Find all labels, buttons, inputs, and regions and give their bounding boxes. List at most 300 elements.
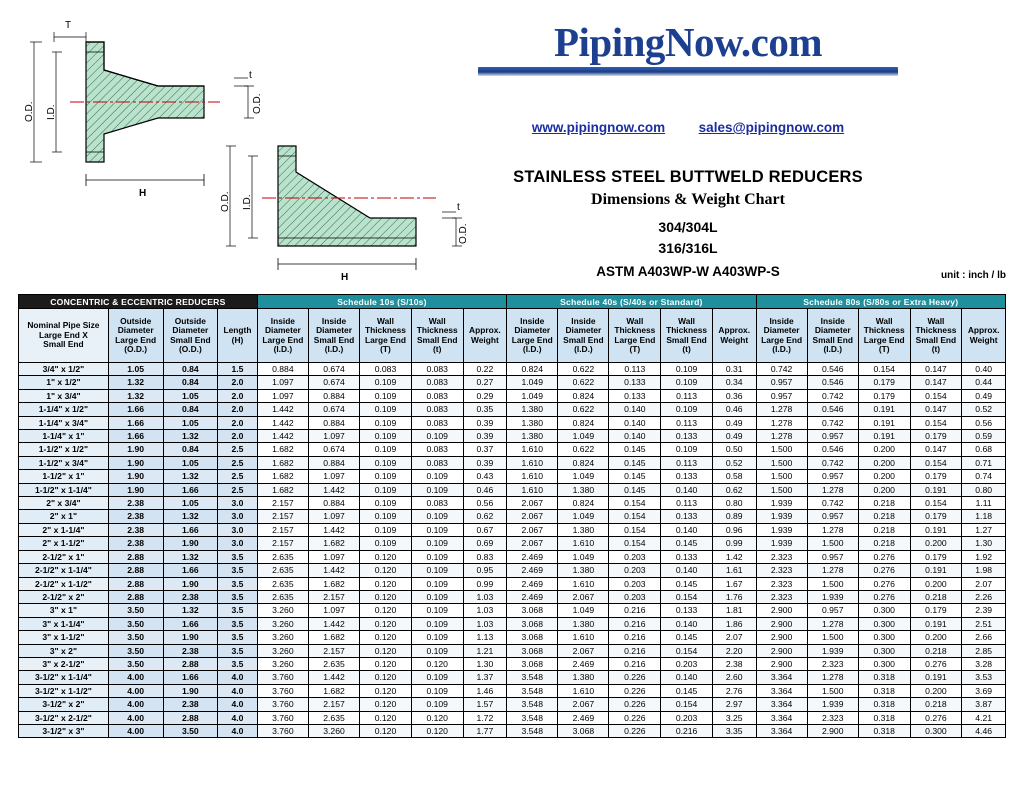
- cell-value: 0.147: [910, 376, 962, 389]
- dim-H-ecc: H: [341, 272, 349, 283]
- table-row: [19, 510, 1006, 523]
- cell-value: 0.109: [411, 631, 463, 644]
- cell-value: 1.03: [463, 590, 507, 603]
- cell-dimension: 3.5: [218, 604, 258, 617]
- cell-value: 2.38: [712, 657, 756, 670]
- doc-title: STAINLESS STEEL BUTTWELD REDUCERS: [513, 168, 863, 186]
- column-header-row: [19, 309, 1006, 363]
- cell-value: 2.26: [962, 590, 1006, 603]
- cell-dimension: 2.5: [218, 470, 258, 483]
- cell-value: 0.884: [308, 389, 359, 402]
- document-header: [0, 0, 1024, 290]
- cell-value: 0.276: [910, 657, 962, 670]
- cell-dimension: 2.38: [108, 537, 163, 550]
- cell-dimension: 3.50: [108, 617, 163, 630]
- cell-value: 3.364: [756, 698, 807, 711]
- col-80s-weight: Approx. Weight: [962, 309, 1006, 363]
- cell-value: 0.200: [858, 443, 910, 456]
- cell-dimension: 1.90: [163, 631, 218, 644]
- table-row: [19, 590, 1006, 603]
- cell-value: 0.109: [411, 644, 463, 657]
- cell-value: 0.300: [910, 724, 962, 737]
- cell-value: 0.109: [360, 443, 412, 456]
- cell-value: 0.120: [411, 711, 463, 724]
- cell-dimension: 1.05: [163, 389, 218, 402]
- cell-value: 0.203: [609, 590, 661, 603]
- cell-dimension: 2.38: [108, 497, 163, 510]
- cell-value: 0.22: [463, 363, 507, 376]
- cell-value: 0.216: [609, 631, 661, 644]
- cell-value: 0.83: [463, 550, 507, 563]
- cell-dimension: 3.50: [108, 644, 163, 657]
- cell-value: 1.86: [712, 617, 756, 630]
- cell-value: 0.109: [360, 389, 412, 402]
- cell-value: 2.66: [962, 631, 1006, 644]
- cell-nominal-size: 1-1/4" x 3/4": [19, 416, 109, 429]
- cell-value: 0.29: [463, 389, 507, 402]
- cell-value: 1.939: [756, 537, 807, 550]
- cell-value: 0.37: [463, 443, 507, 456]
- cell-value: 1.049: [558, 604, 609, 617]
- cell-dimension: 3.5: [218, 577, 258, 590]
- table-row: [19, 483, 1006, 496]
- cell-value: 0.109: [360, 523, 412, 536]
- cell-value: 3.760: [257, 711, 308, 724]
- cell-dimension: 1.90: [163, 537, 218, 550]
- col-80s-id-small: Inside Diameter Small End (I.D.): [807, 309, 858, 363]
- cell-value: 0.824: [507, 363, 558, 376]
- cell-dimension: 0.84: [163, 403, 218, 416]
- cell-value: 0.191: [910, 564, 962, 577]
- cell-value: 1.46: [463, 684, 507, 697]
- cell-value: 3.068: [507, 631, 558, 644]
- dim-H: H: [139, 188, 147, 199]
- cell-value: 4.46: [962, 724, 1006, 737]
- cell-value: 1.610: [507, 456, 558, 469]
- cell-dimension: 4.00: [108, 671, 163, 684]
- cell-value: 0.109: [411, 590, 463, 603]
- cell-dimension: 2.88: [108, 550, 163, 563]
- cell-value: 0.109: [411, 483, 463, 496]
- cell-value: 1.049: [507, 376, 558, 389]
- cell-value: 0.145: [609, 456, 661, 469]
- cell-value: 0.216: [609, 617, 661, 630]
- document-title-block: [448, 168, 928, 279]
- cell-dimension: 3.5: [218, 564, 258, 577]
- cell-value: 0.120: [360, 550, 412, 563]
- cell-value: 0.884: [308, 416, 359, 429]
- cell-value: 0.957: [756, 376, 807, 389]
- eccentric-reducer-drawing: [200, 128, 490, 288]
- cell-dimension: 1.90: [163, 577, 218, 590]
- cell-dimension: 3.50: [108, 604, 163, 617]
- cell-dimension: 2.38: [163, 698, 218, 711]
- cell-dimension: 0.84: [163, 376, 218, 389]
- cell-value: 2.900: [756, 617, 807, 630]
- table-row: [19, 724, 1006, 737]
- col-40s-weight: Approx. Weight: [712, 309, 756, 363]
- cell-value: 0.133: [661, 550, 713, 563]
- cell-value: 0.50: [712, 443, 756, 456]
- cell-value: 1.097: [308, 604, 359, 617]
- cell-value: 2.39: [962, 604, 1006, 617]
- cell-value: 1.610: [558, 577, 609, 590]
- brand-logo: [478, 19, 898, 76]
- cell-value: 0.39: [463, 456, 507, 469]
- cell-value: 0.200: [910, 684, 962, 697]
- cell-value: 3.260: [257, 657, 308, 670]
- cell-value: 1.278: [807, 523, 858, 536]
- cell-value: 1.610: [558, 537, 609, 550]
- cell-value: 0.109: [360, 537, 412, 550]
- cell-dimension: 1.32: [163, 510, 218, 523]
- cell-value: 0.674: [308, 443, 359, 456]
- table-row: [19, 644, 1006, 657]
- cell-dimension: 2.88: [108, 564, 163, 577]
- cell-value: 3.548: [507, 671, 558, 684]
- cell-value: 3.260: [257, 617, 308, 630]
- cell-value: 1.442: [257, 416, 308, 429]
- col-od-large: Outside Diameter Large End (O.D.): [108, 309, 163, 363]
- cell-value: 3.260: [308, 724, 359, 737]
- cell-nominal-size: 1-1/2" x 1": [19, 470, 109, 483]
- cell-value: 0.200: [910, 577, 962, 590]
- cell-value: 0.109: [360, 470, 412, 483]
- cell-value: 0.80: [962, 483, 1006, 496]
- cell-value: 1.682: [257, 483, 308, 496]
- cell-value: 3.760: [257, 684, 308, 697]
- group-header-sch10s: Schedule 10s (S/10s): [257, 295, 506, 309]
- cell-dimension: 1.66: [108, 416, 163, 429]
- cell-value: 2.323: [807, 657, 858, 670]
- cell-value: 0.133: [609, 389, 661, 402]
- cell-value: 0.145: [661, 684, 713, 697]
- unit-note: unit : inch / lb: [941, 270, 1006, 281]
- cell-value: 0.546: [807, 403, 858, 416]
- cell-value: 0.203: [661, 711, 713, 724]
- cell-value: 1.37: [463, 671, 507, 684]
- cell-value: 2.900: [756, 657, 807, 670]
- cell-value: 1.380: [507, 403, 558, 416]
- dim-OD-left: O.D.: [24, 101, 35, 122]
- cell-value: 0.218: [858, 510, 910, 523]
- cell-value: 0.083: [411, 363, 463, 376]
- cell-value: 0.113: [661, 456, 713, 469]
- cell-dimension: 1.32: [108, 376, 163, 389]
- cell-value: 1.939: [807, 590, 858, 603]
- cell-value: 0.300: [858, 617, 910, 630]
- cell-nominal-size: 3" x 1": [19, 604, 109, 617]
- cell-value: 1.097: [257, 376, 308, 389]
- cell-value: 0.35: [463, 403, 507, 416]
- cell-value: 2.60: [712, 671, 756, 684]
- cell-value: 0.191: [910, 483, 962, 496]
- cell-value: 0.154: [661, 590, 713, 603]
- cell-value: 1.097: [308, 470, 359, 483]
- cell-value: 0.96: [712, 523, 756, 536]
- cell-value: 0.109: [360, 456, 412, 469]
- cell-value: 1.380: [507, 430, 558, 443]
- table-row: [19, 577, 1006, 590]
- cell-value: 2.067: [507, 523, 558, 536]
- cell-value: 0.200: [910, 537, 962, 550]
- cell-value: 1.500: [756, 456, 807, 469]
- cell-value: 0.34: [712, 376, 756, 389]
- cell-value: 0.154: [910, 416, 962, 429]
- cell-nominal-size: 2-1/2" x 2": [19, 590, 109, 603]
- cell-value: 1.049: [507, 389, 558, 402]
- cell-value: 0.957: [807, 550, 858, 563]
- cell-value: 1.30: [962, 537, 1006, 550]
- cell-value: 1.278: [756, 430, 807, 443]
- cell-dimension: 2.5: [218, 456, 258, 469]
- cell-value: 0.120: [360, 604, 412, 617]
- cell-dimension: 4.00: [108, 698, 163, 711]
- cell-value: 1.682: [308, 631, 359, 644]
- cell-value: 1.049: [558, 550, 609, 563]
- cell-value: 0.154: [858, 363, 910, 376]
- cell-value: 2.323: [756, 577, 807, 590]
- cell-value: 0.67: [463, 523, 507, 536]
- cell-nominal-size: 2-1/2" x 1": [19, 550, 109, 563]
- cell-value: 1.278: [807, 617, 858, 630]
- cell-value: 0.191: [858, 416, 910, 429]
- cell-value: 2.157: [257, 497, 308, 510]
- cell-value: 1.682: [257, 470, 308, 483]
- cell-value: 1.939: [807, 698, 858, 711]
- cell-dimension: 2.5: [218, 443, 258, 456]
- cell-dimension: 1.66: [108, 403, 163, 416]
- cell-value: 3.548: [507, 698, 558, 711]
- cell-value: 2.635: [257, 577, 308, 590]
- doc-grade-316: 316/316L: [658, 240, 718, 256]
- cell-value: 0.71: [962, 456, 1006, 469]
- table-row: [19, 497, 1006, 510]
- col-nominal-size: Nominal Pipe Size Large End X Small End: [19, 309, 109, 363]
- cell-value: 1.939: [756, 497, 807, 510]
- brand-title: PipingNow.com: [554, 19, 822, 65]
- cell-value: 0.276: [858, 590, 910, 603]
- cell-value: 2.157: [308, 644, 359, 657]
- cell-value: 0.109: [360, 376, 412, 389]
- cell-value: 1.682: [257, 443, 308, 456]
- email-link[interactable]: sales@pipingnow.com: [698, 120, 845, 135]
- table-row: [19, 537, 1006, 550]
- cell-value: 0.276: [910, 711, 962, 724]
- col-10s-wall-small: Wall Thickness Small End (t): [411, 309, 463, 363]
- cell-value: 0.49: [962, 389, 1006, 402]
- col-40s-id-small: Inside Diameter Small End (I.D.): [558, 309, 609, 363]
- cell-value: 3.548: [507, 724, 558, 737]
- cell-value: 2.323: [756, 564, 807, 577]
- cell-value: 0.68: [962, 443, 1006, 456]
- table-row: [19, 389, 1006, 402]
- cell-dimension: 1.66: [163, 617, 218, 630]
- cell-value: 0.318: [858, 711, 910, 724]
- dim-OD-left-ecc: O.D.: [220, 191, 231, 212]
- cell-value: 1.500: [756, 470, 807, 483]
- cell-value: 0.120: [360, 684, 412, 697]
- cell-value: 1.57: [463, 698, 507, 711]
- cell-dimension: 1.90: [108, 483, 163, 496]
- cell-value: 2.469: [558, 657, 609, 670]
- cell-value: 1.81: [712, 604, 756, 617]
- cell-value: 0.824: [558, 456, 609, 469]
- cell-value: 0.109: [411, 523, 463, 536]
- cell-value: 0.191: [910, 617, 962, 630]
- cell-value: 0.39: [463, 416, 507, 429]
- cell-value: 0.200: [910, 631, 962, 644]
- cell-value: 0.083: [411, 403, 463, 416]
- table-row: [19, 403, 1006, 416]
- cell-value: 3.068: [507, 617, 558, 630]
- cell-value: 2.067: [558, 698, 609, 711]
- cell-dimension: 1.66: [163, 483, 218, 496]
- cell-value: 0.147: [910, 443, 962, 456]
- cell-value: 0.179: [858, 376, 910, 389]
- cell-value: 1.21: [463, 644, 507, 657]
- cell-value: 1.097: [308, 510, 359, 523]
- cell-value: 1.610: [507, 483, 558, 496]
- cell-value: 2.469: [558, 711, 609, 724]
- cell-nominal-size: 1-1/4" x 1": [19, 430, 109, 443]
- cell-value: 0.120: [360, 711, 412, 724]
- cell-value: 0.191: [858, 430, 910, 443]
- cell-value: 0.884: [257, 363, 308, 376]
- cell-value: 1.049: [558, 510, 609, 523]
- cell-dimension: 2.38: [163, 644, 218, 657]
- cell-value: 0.300: [858, 657, 910, 670]
- cell-value: 0.39: [463, 430, 507, 443]
- cell-dimension: 4.0: [218, 698, 258, 711]
- cell-value: 0.957: [807, 470, 858, 483]
- cell-value: 0.120: [411, 724, 463, 737]
- cell-value: 0.120: [360, 564, 412, 577]
- cell-value: 0.276: [858, 577, 910, 590]
- cell-value: 1.380: [558, 671, 609, 684]
- cell-value: 4.21: [962, 711, 1006, 724]
- cell-value: 1.13: [463, 631, 507, 644]
- cell-value: 0.674: [308, 376, 359, 389]
- cell-value: 0.62: [712, 483, 756, 496]
- cell-dimension: 1.32: [163, 430, 218, 443]
- cell-value: 2.067: [558, 590, 609, 603]
- cell-value: 0.884: [308, 497, 359, 510]
- cell-value: 0.546: [807, 376, 858, 389]
- cell-value: 1.097: [308, 550, 359, 563]
- table-row: [19, 470, 1006, 483]
- cell-nominal-size: 1-1/2" x 1-1/4": [19, 483, 109, 496]
- cell-value: 2.469: [507, 577, 558, 590]
- table-row: [19, 711, 1006, 724]
- cell-nominal-size: 1" x 1/2": [19, 376, 109, 389]
- cell-value: 1.67: [712, 577, 756, 590]
- cell-dimension: 1.32: [163, 550, 218, 563]
- cell-value: 0.56: [463, 497, 507, 510]
- cell-value: 0.109: [360, 403, 412, 416]
- cell-value: 0.109: [360, 483, 412, 496]
- cell-dimension: 1.32: [108, 389, 163, 402]
- cell-value: 0.824: [558, 416, 609, 429]
- cell-value: 0.62: [463, 510, 507, 523]
- table-row: [19, 684, 1006, 697]
- cell-dimension: 1.90: [108, 470, 163, 483]
- cell-value: 1.610: [558, 631, 609, 644]
- dim-ID-left-ecc: I.D.: [242, 194, 253, 210]
- col-10s-wall-large: Wall Thickness Large End (T): [360, 309, 412, 363]
- table-row: [19, 363, 1006, 376]
- cell-value: 0.109: [411, 671, 463, 684]
- cell-dimension: 3.5: [218, 644, 258, 657]
- cell-value: 0.113: [609, 363, 661, 376]
- cell-dimension: 2.88: [108, 577, 163, 590]
- cell-value: 0.203: [609, 550, 661, 563]
- cell-value: 2.469: [507, 564, 558, 577]
- cell-value: 0.120: [360, 644, 412, 657]
- cell-value: 1.76: [712, 590, 756, 603]
- cell-value: 0.74: [962, 470, 1006, 483]
- cell-value: 0.145: [609, 483, 661, 496]
- cell-value: 1.097: [308, 430, 359, 443]
- cell-value: 2.067: [507, 537, 558, 550]
- cell-value: 2.07: [962, 577, 1006, 590]
- cell-value: 0.824: [558, 389, 609, 402]
- cell-nominal-size: 2" x 1-1/4": [19, 523, 109, 536]
- cell-value: 0.120: [360, 577, 412, 590]
- cell-nominal-size: 3-1/2" x 2": [19, 698, 109, 711]
- cell-value: 0.300: [858, 631, 910, 644]
- cell-value: 0.109: [411, 564, 463, 577]
- cell-value: 0.113: [661, 497, 713, 510]
- cell-dimension: 3.50: [163, 724, 218, 737]
- cell-value: 0.120: [360, 631, 412, 644]
- table-row: [19, 550, 1006, 563]
- cell-value: 0.59: [962, 430, 1006, 443]
- cell-value: 2.157: [308, 590, 359, 603]
- doc-subtitle: Dimensions & Weight Chart: [591, 191, 785, 208]
- cell-value: 1.11: [962, 497, 1006, 510]
- cell-nominal-size: 1" x 3/4": [19, 389, 109, 402]
- cell-nominal-size: 3" x 2-1/2": [19, 657, 109, 670]
- cell-value: 1.049: [558, 430, 609, 443]
- cell-value: 0.109: [360, 430, 412, 443]
- cell-dimension: 2.88: [163, 657, 218, 670]
- group-header-row: [19, 295, 1006, 309]
- cell-value: 2.85: [962, 644, 1006, 657]
- cell-value: 0.27: [463, 376, 507, 389]
- cell-value: 0.191: [910, 523, 962, 536]
- cell-value: 0.300: [858, 644, 910, 657]
- cell-dimension: 1.05: [163, 416, 218, 429]
- cell-value: 0.109: [360, 497, 412, 510]
- cell-value: 2.067: [507, 497, 558, 510]
- cell-value: 1.442: [308, 671, 359, 684]
- cell-value: 0.154: [661, 644, 713, 657]
- cell-value: 1.98: [962, 564, 1006, 577]
- cell-value: 0.300: [858, 604, 910, 617]
- cell-value: 0.957: [807, 604, 858, 617]
- cell-value: 0.133: [661, 430, 713, 443]
- cell-value: 0.145: [609, 470, 661, 483]
- cell-dimension: 3.5: [218, 617, 258, 630]
- website-link[interactable]: www.pipingnow.com: [531, 120, 666, 135]
- cell-value: 1.682: [308, 537, 359, 550]
- cell-dimension: 2.0: [218, 430, 258, 443]
- cell-value: 0.140: [609, 403, 661, 416]
- cell-dimension: 2.0: [218, 389, 258, 402]
- cell-value: 1.278: [756, 416, 807, 429]
- cell-dimension: 4.00: [108, 724, 163, 737]
